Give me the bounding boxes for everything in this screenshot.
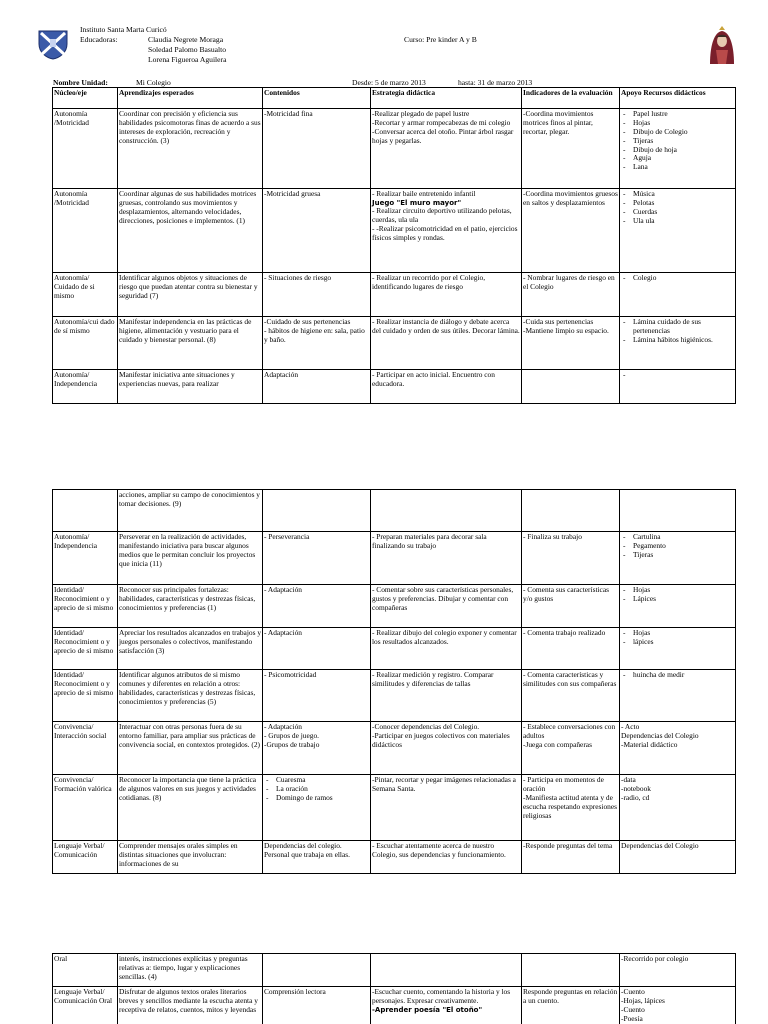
table-row	[53, 954, 736, 987]
aprendizaje-cell: Apreciar los resultados alcanzados en trabajos y juegos personales o colectivos, manifestando satisfacción (3)	[118, 628, 263, 670]
contenidos-cell: Adaptación	[263, 370, 371, 404]
contenidos-cell: - Adaptación	[263, 585, 371, 628]
list-item: - Lámina hábitos higiénicos.	[621, 336, 734, 345]
apoyo-cell	[620, 370, 736, 404]
contenidos-cell: - Psicomotricidad	[263, 670, 371, 722]
nucleo-cell: Convivencia/ Formación valórica	[53, 775, 118, 841]
list-item: - Cartulina	[621, 533, 734, 542]
contenidos-cell: -Motricidad fina	[263, 109, 371, 189]
indicadores-cell: - Establece conversaciones con adultos -Juega con compañeras	[522, 722, 620, 775]
nucleo-cell: Autonomía /Motricidad	[53, 109, 118, 189]
aprendizaje-cell: Comprender mensajes orales simples en distintas situaciones que involucran: informaciones de su	[118, 841, 263, 874]
table-row	[53, 189, 736, 273]
nucleo-cell: Identidad/ Reconocimient o y aprecio de si mismo	[53, 628, 118, 670]
list-item: - Dibujo de hoja	[621, 146, 734, 155]
table-header-row	[53, 88, 736, 109]
list-item: - Cuerdas	[621, 208, 734, 217]
aprendizaje-cell: Perseverar en la realización de actividades, manifestando iniciativa para buscar algunos medios que le permitan concluir los proyectos que inicia (11)	[118, 532, 263, 585]
list-item: - Lana	[621, 163, 734, 172]
aprendizaje-cell: Reconocer la importancia que tiene la práctica de algunos valores en sus juegos y actividades cotidianas. (8)	[118, 775, 263, 841]
apoyo-cell	[620, 532, 736, 585]
indicadores-cell: - Finaliza su trabajo	[522, 532, 620, 585]
contenidos-cell: -Motricidad gruesa	[263, 189, 371, 273]
aprendizaje-cell: acciones, ampliar su campo de conocimientos y tomar decisiones. (9)	[118, 490, 263, 532]
unit-date-from: Desde: 5 de marzo 2013	[352, 78, 426, 87]
table-row	[53, 490, 736, 532]
apoyo-cell: -data -notebook -radio, cd	[620, 775, 736, 841]
contenidos-cell: -Cuidado de sus pertenencias - hábitos de higiene en: sala, patio y baño.	[263, 317, 371, 370]
educators-label: Educadoras:	[80, 35, 118, 44]
indicadores-cell: - Comenta sus características y/o gustos	[522, 585, 620, 628]
indicadores-cell	[522, 490, 620, 532]
estrategia-cell: -Realizar plegado de papel lustre -Recortar y armar rompecabezas de mi colegio -Conversar acerca del otoño. Pintar árbol rasgar hojas y pegarlas.	[371, 109, 522, 189]
planning-table-part-1	[52, 87, 736, 404]
apoyo-cell	[620, 490, 736, 532]
estrategia-cell: -Conocer dependencias del Colegio. -Participar en juegos colectivos con materiales didácticos	[371, 722, 522, 775]
contenidos-cell: - Situaciones de riesgo	[263, 273, 371, 317]
aprendizaje-cell: Coordinar algunas de sus habilidades motrices gruesas, controlando sus movimientos y desplazamientos, alternando velocidades, direcciones, posiciones e implementos. (1)	[118, 189, 263, 273]
list-item: - Hojas	[621, 629, 734, 638]
apoyo-cell	[620, 273, 736, 317]
nucleo-cell: Identidad/ Reconocimient o y aprecio de si mismo	[53, 585, 118, 628]
unit-name: Mi Colegio	[136, 78, 171, 87]
list-item: - Lámina cuidado de sus pertenencias	[621, 318, 734, 336]
estrategia-cell: - Participar en acto inicial. Encuentro con educadora.	[371, 370, 522, 404]
estrategia-cell: - Realizar un recorrido por el Colegio, identificando lugares de riesgo	[371, 273, 522, 317]
aprendizaje-cell: interés, instrucciones explícitas y preguntas relativas a: tiempo, lugar y explicaciones sencillas. (4)	[118, 954, 263, 987]
course-label: Curso: Pre kinder A y B	[404, 35, 477, 44]
estrategia-cell: -Pintar, recortar y pegar imágenes relacionadas a Semana Santa.	[371, 775, 522, 841]
planning-table-part-2	[52, 489, 736, 874]
apoyo-cell	[620, 189, 736, 273]
list-item: - Tijeras	[621, 551, 734, 560]
contenidos-cell	[263, 954, 371, 987]
list-item: - Pelotas	[621, 199, 734, 208]
table-row	[53, 841, 736, 874]
estrategia-cell: - Realizar medición y registro. Comparar similitudes y diferencias de tallas	[371, 670, 522, 722]
aprendizaje-cell: Identificar algunos objetos y situaciones de riesgo que puedan atentar contra su bienestar y seguridad (7)	[118, 273, 263, 317]
apoyo-cell: Dependencias del Colegio	[620, 841, 736, 874]
list-item: - Hojas	[621, 119, 734, 128]
contenidos-cell: Comprensión lectora	[263, 987, 371, 1024]
aprendizaje-cell: Interactuar con otras personas fuera de su entorno familiar, para ampliar sus prácticas de convivencia social, en contextos protegidos. (2)	[118, 722, 263, 775]
table-row	[53, 987, 736, 1024]
indicadores-cell	[522, 954, 620, 987]
list-item: - La oración	[264, 785, 369, 794]
estrategia-cell: - Comentar sobre sus características personales, gustos y preferencias. Dibujar y comentar con compañeras	[371, 585, 522, 628]
table-row	[53, 273, 736, 317]
table-row	[53, 722, 736, 775]
list-item: - Música	[621, 190, 734, 199]
apoyo-cell: -Cuento -Hojas, lápices -Cuento -Poesía	[620, 987, 736, 1024]
aprendizaje-cell: Manifestar iniciativa ante situaciones y experiencias nuevas, para realizar	[118, 370, 263, 404]
contenidos-cell: - Adaptación	[263, 628, 371, 670]
aprendizaje-cell: Manifestar independencia en las prácticas de higiene, alimentación y vestuario para el cuidado y bienestar personal. (8)	[118, 317, 263, 370]
estrategia-cell	[371, 954, 522, 987]
school-shield-crest-icon	[37, 28, 69, 60]
indicadores-cell: - Nombrar lugares de riesgo en el Colegio	[522, 273, 620, 317]
apoyo-cell	[620, 670, 736, 722]
table-row	[53, 585, 736, 628]
apoyo-cell	[620, 109, 736, 189]
nucleo-cell: Autonomía/ Independencia	[53, 532, 118, 585]
planning-table-part-3	[52, 953, 736, 1024]
nucleo-cell: Autonomía/cui dado de sí mismo	[53, 317, 118, 370]
list-item: - Cuaresma	[264, 776, 369, 785]
indicadores-cell: -Coordina movimientos motrices finos al pintar, recortar, plegar.	[522, 109, 620, 189]
list-item: - Papel lustre	[621, 110, 734, 119]
estrategia-cell: - Realizar instancia de diálogo y debate acerca del cuidado y orden de sus útiles. Decorar lámina.	[371, 317, 522, 370]
aprendizaje-cell: Disfrutar de algunos textos orales literarios breves y sencillos mediante la escucha atenta y receptiva de relatos, cuentos, mitos y leyendas	[118, 987, 263, 1024]
indicadores-cell: Responde preguntas en relación a un cuento.	[522, 987, 620, 1024]
list-item: - Colegio	[621, 274, 734, 283]
educator-name: Claudia Negrete Moraga	[148, 35, 224, 44]
nucleo-cell: Lenguaje Verbal/ Comunicación	[53, 841, 118, 874]
apoyo-cell	[620, 585, 736, 628]
list-item: - Dibujo de Colegio	[621, 128, 734, 137]
nucleo-cell: Convivencia/ Interacción social	[53, 722, 118, 775]
nucleo-cell: Oral	[53, 954, 118, 987]
unit-label: Nombre Unidad:	[53, 78, 108, 87]
educator-name: Lorena Figueroa Aguilera	[148, 55, 227, 64]
estrategia-cell: - Realizar baile entretenido infantil Juego "El muro mayor" - Realizar circuito deportivo utilizando pelotas, cuerdas, ula ula - -Realizar psicomotricidad en el patio, ejercicios físicos simples y rondas.	[371, 189, 522, 273]
indicadores-cell: -Responde preguntas del tema	[522, 841, 620, 874]
apoyo-cell: -Recorrido por colegio	[620, 954, 736, 987]
column-header: Aprendizajes esperados	[118, 88, 263, 109]
document-header	[0, 0, 768, 90]
indicadores-cell: -Coordina movimientos gruesos en saltos y desplazamientos	[522, 189, 620, 273]
column-header: Apoyo Recursos didácticos	[620, 88, 736, 109]
list-item: - Pegamento	[621, 542, 734, 551]
indicadores-cell: - Comenta características y similitudes con sus compañeras	[522, 670, 620, 722]
estrategia-cell	[371, 490, 522, 532]
nucleo-cell: Autonomía /Motricidad	[53, 189, 118, 273]
estrategia-cell: - Realizar dibujo del colegio exponer y comentar los resultados alcanzados.	[371, 628, 522, 670]
list-item: - Hojas	[621, 586, 734, 595]
contenidos-cell: - Adaptación - Grupos de juego. -Grupos de trabajo	[263, 722, 371, 775]
institution-name: Instituto Santa Marta Curicó	[80, 25, 167, 34]
table-row	[53, 109, 736, 189]
list-item: - Lápices	[621, 595, 734, 604]
apoyo-cell	[620, 317, 736, 370]
indicadores-cell: -Cuida sus pertenencias -Mantiene limpio su espacio.	[522, 317, 620, 370]
nucleo-cell	[53, 490, 118, 532]
list-item: - lápices	[621, 638, 734, 647]
contenidos-cell: - Perseverancia	[263, 532, 371, 585]
apoyo-cell	[620, 628, 736, 670]
educator-name: Soledad Palomo Basualto	[148, 45, 227, 54]
column-header: Estrategia didáctica	[371, 88, 522, 109]
aprendizaje-cell: Coordinar con precisión y eficiencia sus habilidades psicomotoras finas de acuerdo a sus intereses de exploración, recreación y construcción. (3)	[118, 109, 263, 189]
nucleo-cell: Autonomía/ Cuidado de si mismo	[53, 273, 118, 317]
list-item: - Domingo de ramos	[264, 794, 369, 803]
apoyo-cell: - Acto Dependencias del Colegio -Material didáctico	[620, 722, 736, 775]
table-row	[53, 775, 736, 841]
unit-date-to: hasta: 31 de marzo 2013	[458, 78, 533, 87]
nucleo-cell: Autonomía/ Independencia	[53, 370, 118, 404]
list-item: - Aguja	[621, 154, 734, 163]
indicadores-cell: - Participa en momentos de oración -Manifiesta actitud atenta y de escucha respetando expresiones religiosas	[522, 775, 620, 841]
estrategia-cell: -Escuchar cuento, comentando la historia y los personajes. Expresar creativamente. -Aprender poesía "El otoño"	[371, 987, 522, 1024]
indicadores-cell	[522, 370, 620, 404]
column-header: Núcleo/eje	[53, 88, 118, 109]
nucleo-cell: Lenguaje Verbal/ Comunicación Oral	[53, 987, 118, 1024]
aprendizaje-cell: Reconocer sus principales fortalezas: habilidades, características y destrezas físicas, conocimientos y preferencias (1)	[118, 585, 263, 628]
estrategia-cell: - Preparan materiales para decorar sala finalizando su trabajo	[371, 532, 522, 585]
contenidos-cell	[263, 490, 371, 532]
virgin-mary-image-icon	[702, 24, 742, 66]
list-item: - Tijeras	[621, 137, 734, 146]
table-row	[53, 532, 736, 585]
estrategia-cell: - Escuchar atentamente acerca de nuestro Colegio, sus dependencias y funcionamiento.	[371, 841, 522, 874]
contenidos-cell	[263, 775, 371, 841]
column-header: Contenidos	[263, 88, 371, 109]
indicadores-cell: - Comenta trabajo realizado	[522, 628, 620, 670]
nucleo-cell: Identidad/ Reconocimient o y aprecio de si mismo	[53, 670, 118, 722]
table-row	[53, 370, 736, 404]
aprendizaje-cell: Identificar algunos atributos de si mismo comunes y diferentes en relación a otros: habilidades, características y destrezas físicas, conocimientos y preferencias (5)	[118, 670, 263, 722]
table-row	[53, 317, 736, 370]
table-row	[53, 628, 736, 670]
list-item: - huincha de medir	[621, 671, 734, 680]
list-item: - Ula ula	[621, 217, 734, 226]
table-row	[53, 670, 736, 722]
contenidos-cell: Dependencias del colegio. Personal que trabaja en ellas.	[263, 841, 371, 874]
column-header: Indicadores de la evaluación	[522, 88, 620, 109]
